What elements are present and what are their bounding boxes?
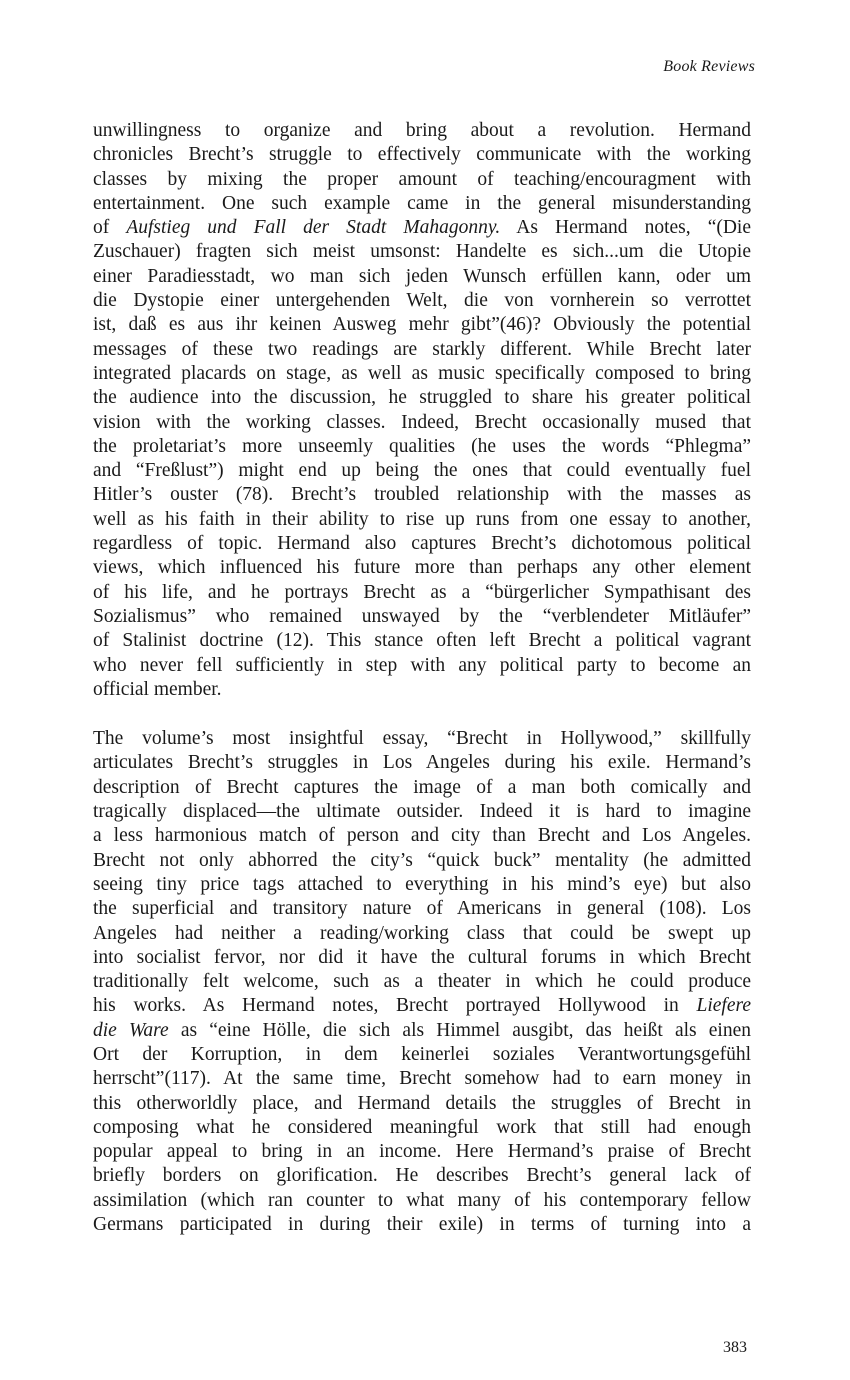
text-line: of Aufstieg und Fall der Stadt Mahagonny. As Hermand notes, “(Die: [93, 217, 751, 239]
text-line: the superficial and transitory nature of Americans in general (108). Los: [93, 898, 751, 920]
text-line: the audience into the discussion, he struggled to share his greater political: [93, 387, 751, 409]
paragraph-gap: [93, 702, 751, 727]
text-line: Hitler’s ouster (78). Brecht’s troubled relationship with the masses as: [93, 484, 751, 506]
text-line: die Ware as “eine Hölle, die sich als Himmel ausgibt, das heißt als einen: [93, 1019, 751, 1041]
text-line: into socialist fervor, nor did it have the cultural forums in which Brecht: [93, 946, 751, 968]
text-line: Zuschauer) fragten sich meist umsonst: Handelte es sich...um die Utopie: [93, 241, 751, 263]
running-head: Book Reviews: [663, 58, 755, 75]
text-line: tragically displaced—the ultimate outsider. Indeed it is hard to imagine: [93, 801, 751, 823]
text-line: views, which influenced his future more than perhaps any other element: [93, 557, 751, 579]
text-line: description of Brecht captures the image of a man both comically and: [93, 776, 751, 798]
text-line: Sozialismus” who remained unswayed by the “verblendeter Mitläufer”: [93, 605, 751, 627]
text-line: chronicles Brecht’s struggle to effectively communicate with the working: [93, 144, 751, 166]
text-line: and “Freßlust”) might end up being the ones that could eventually fuel: [93, 460, 751, 482]
text-line: Germans participated in during their exile) in terms of turning into a: [93, 1214, 751, 1236]
text-line: of his life, and he portrays Brecht as a “bürgerlicher Sympathisant des: [93, 581, 751, 603]
text-line: of Stalinist doctrine (12). This stance often left Brecht a political vagrant: [93, 630, 751, 652]
text-line: regardless of topic. Hermand also captures Brecht’s dichotomous political: [93, 533, 751, 555]
text-line: die Dystopie einer untergehenden Welt, die von vornherein so verrottet: [93, 290, 751, 312]
page-number: 383: [723, 1339, 747, 1356]
text-line: Brecht not only abhorred the city’s “quick buck” mentality (he admitted: [93, 849, 751, 871]
text-line: assimilation (which ran counter to what many of his contemporary fellow: [93, 1189, 751, 1211]
text-line: unwillingness to organize and bring about a revolution. Hermand: [93, 120, 751, 141]
text-line: vision with the working classes. Indeed, Brecht occasionally mused that: [93, 411, 751, 433]
text-line: Ort der Korruption, in dem keinerlei soziales Verantwortungsgefühl: [93, 1043, 751, 1065]
text-line: Angeles had neither a reading/working class that could be swept up: [93, 922, 751, 944]
text-line: traditionally felt welcome, such as a theater in which he could produce: [93, 971, 751, 993]
text-line: integrated placards on stage, as well as music specifically composed to bring: [93, 362, 751, 384]
text-line: The volume’s most insightful essay, “Brecht in Hollywood,” skillfully: [93, 728, 751, 750]
text-line: well as his faith in their ability to rise up runs from one essay to another,: [93, 508, 751, 530]
paragraph: [93, 119, 751, 702]
text-line: seeing tiny price tags attached to everything in his mind’s eye) but also: [93, 873, 751, 895]
text-line: einer Paradiesstadt, wo man sich jeden Wunsch erfüllen kann, oder um: [93, 265, 751, 287]
text-line: the proletariat’s more unseemly qualities (he uses the words “Phlegma”: [93, 435, 751, 457]
text-line: classes by mixing the proper amount of teaching/encouragment with: [93, 168, 751, 190]
text-line: herrscht”(117). At the same time, Brecht somehow had to earn money in: [93, 1068, 751, 1090]
body-text: [93, 119, 751, 1237]
text-line: briefly borders on glorification. He describes Brecht’s general lack of: [93, 1165, 751, 1187]
text-line: who never fell sufficiently in step with any political party to become an: [93, 654, 751, 676]
text-line: entertainment. One such example came in the general misunderstanding: [93, 192, 751, 214]
text-line: popular appeal to bring in an income. Here Hermand’s praise of Brecht: [93, 1141, 751, 1163]
text-line: his works. As Hermand notes, Brecht portrayed Hollywood in Liefere: [93, 995, 751, 1017]
text-line: a less harmonious match of person and city than Brecht and Los Angeles.: [93, 825, 751, 847]
paragraph: [93, 727, 751, 1237]
italic-title: Liefere: [696, 995, 751, 1017]
italic-title: die Ware: [93, 1019, 169, 1041]
text-line: ist, daß es aus ihr keinen Ausweg mehr gibt”(46)? Obviously the potential: [93, 314, 751, 336]
text-line: messages of these two readings are starkly different. While Brecht later: [93, 338, 751, 360]
text-line: composing what he considered meaningful work that still had enough: [93, 1116, 751, 1138]
italic-title: Aufstieg und Fall der Stadt Mahagonny.: [126, 217, 501, 239]
text-line: official member.: [93, 678, 222, 700]
text-line: this otherworldly place, and Hermand details the struggles of Brecht in: [93, 1092, 751, 1114]
text-line: articulates Brecht’s struggles in Los Angeles during his exile. Hermand’s: [93, 752, 751, 774]
